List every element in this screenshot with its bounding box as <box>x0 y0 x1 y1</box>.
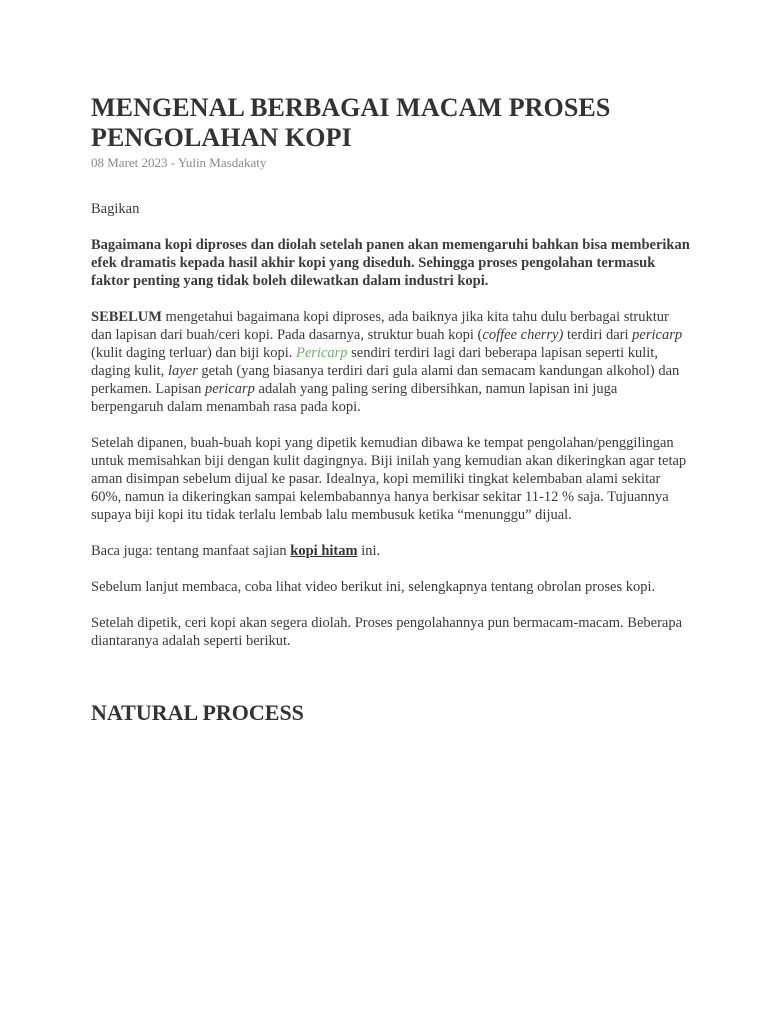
paragraph-strong: SEBELUM <box>91 309 162 325</box>
paragraph-text: terdiri dari <box>563 327 633 343</box>
paragraph-text: getah (yang biasanya terdiri dari gula alami dan semacam kandungan alkohol) dan perkamen. Lapisan <box>91 363 680 397</box>
paragraph-structure <box>91 308 691 416</box>
article-meta: 08 Maret 2023 - Yulin Masdakaty <box>91 155 267 170</box>
kopi-hitam-link[interactable]: kopi hitam <box>290 543 358 559</box>
paragraph-emphasis: pericarp <box>204 381 255 397</box>
paragraph-emphasis: layer <box>167 363 198 379</box>
share-label[interactable]: Bagikan <box>91 201 140 217</box>
paragraph-video: Sebelum lanjut membaca, coba lihat video berikut ini, selengkapnya tentang obrolan proses kopi. <box>91 579 656 595</box>
article <box>91 93 691 744</box>
paragraph-emphasis: pericarp <box>632 327 683 343</box>
section-heading-natural-process: NATURAL PROCESS <box>91 700 304 725</box>
lead-paragraph: Bagaimana kopi diproses dan diolah setelah panen akan memengaruhi bahkan bisa memberikan efek dramatis kepada hasil akhir kopi yang diseduh. Sehingga proses pengolahan termasuk faktor penting yang tidak boleh dilewatkan dalam industri kopi. <box>91 237 690 289</box>
article-title: MENGENAL BERBAGAI MACAM PROSES PENGOLAHAN KOPI <box>91 93 611 152</box>
paragraph-read-also <box>91 542 691 560</box>
paragraph-processing: Setelah dipetik, ceri kopi akan segera diolah. Proses pengolahannya pun bermacam-macam. Beberapa diantaranya adalah seperti berikut. <box>91 615 683 649</box>
read-also-suffix: ini. <box>357 543 381 559</box>
green-highlight: Pericarp <box>295 345 348 361</box>
paragraph-emphasis: coffee cherry) <box>482 327 564 343</box>
paragraph-drying: Setelah dipanen, buah-buah kopi yang dipetik kemudian dibawa ke tempat pengolahan/penggilingan untuk memisahkan biji dengan kulit dagingnya. Biji inilah yang kemudian akan dikeringkan agar tetap aman disimpan sebelum dijual ke pasar. Idealnya, kopi memiliki tingkat kelembaban alami sekitar 60%, namun ia dikeringkan sampai kelembabannya hanya berkisar sekitar 11-12 % saja. Tujuannya supaya biji kopi itu tidak terlalu lembab lalu membusuk ketika “menunggu” dijual. <box>91 435 687 523</box>
read-also-prefix: Baca juga: tentang manfaat sajian <box>91 543 291 559</box>
paragraph-text: (kulit daging terluar) dan biji kopi. <box>91 345 296 361</box>
paragraph-text: adalah yang paling sering dibersihkan, namun lapisan ini juga berpengaruh dalam menambah rasa pada kopi. <box>91 381 618 415</box>
paragraph-text: mengetahui bagaimana kopi diproses, ada baiknya jika kita tahu dulu berbagai struktur dan lapisan dari buah/ceri kopi. Pada dasarnya, struktur buah kopi ( <box>91 309 669 343</box>
paragraph-text: sendiri terdiri lagi dari beberapa lapisan seperti kulit, daging kulit, <box>91 345 658 379</box>
